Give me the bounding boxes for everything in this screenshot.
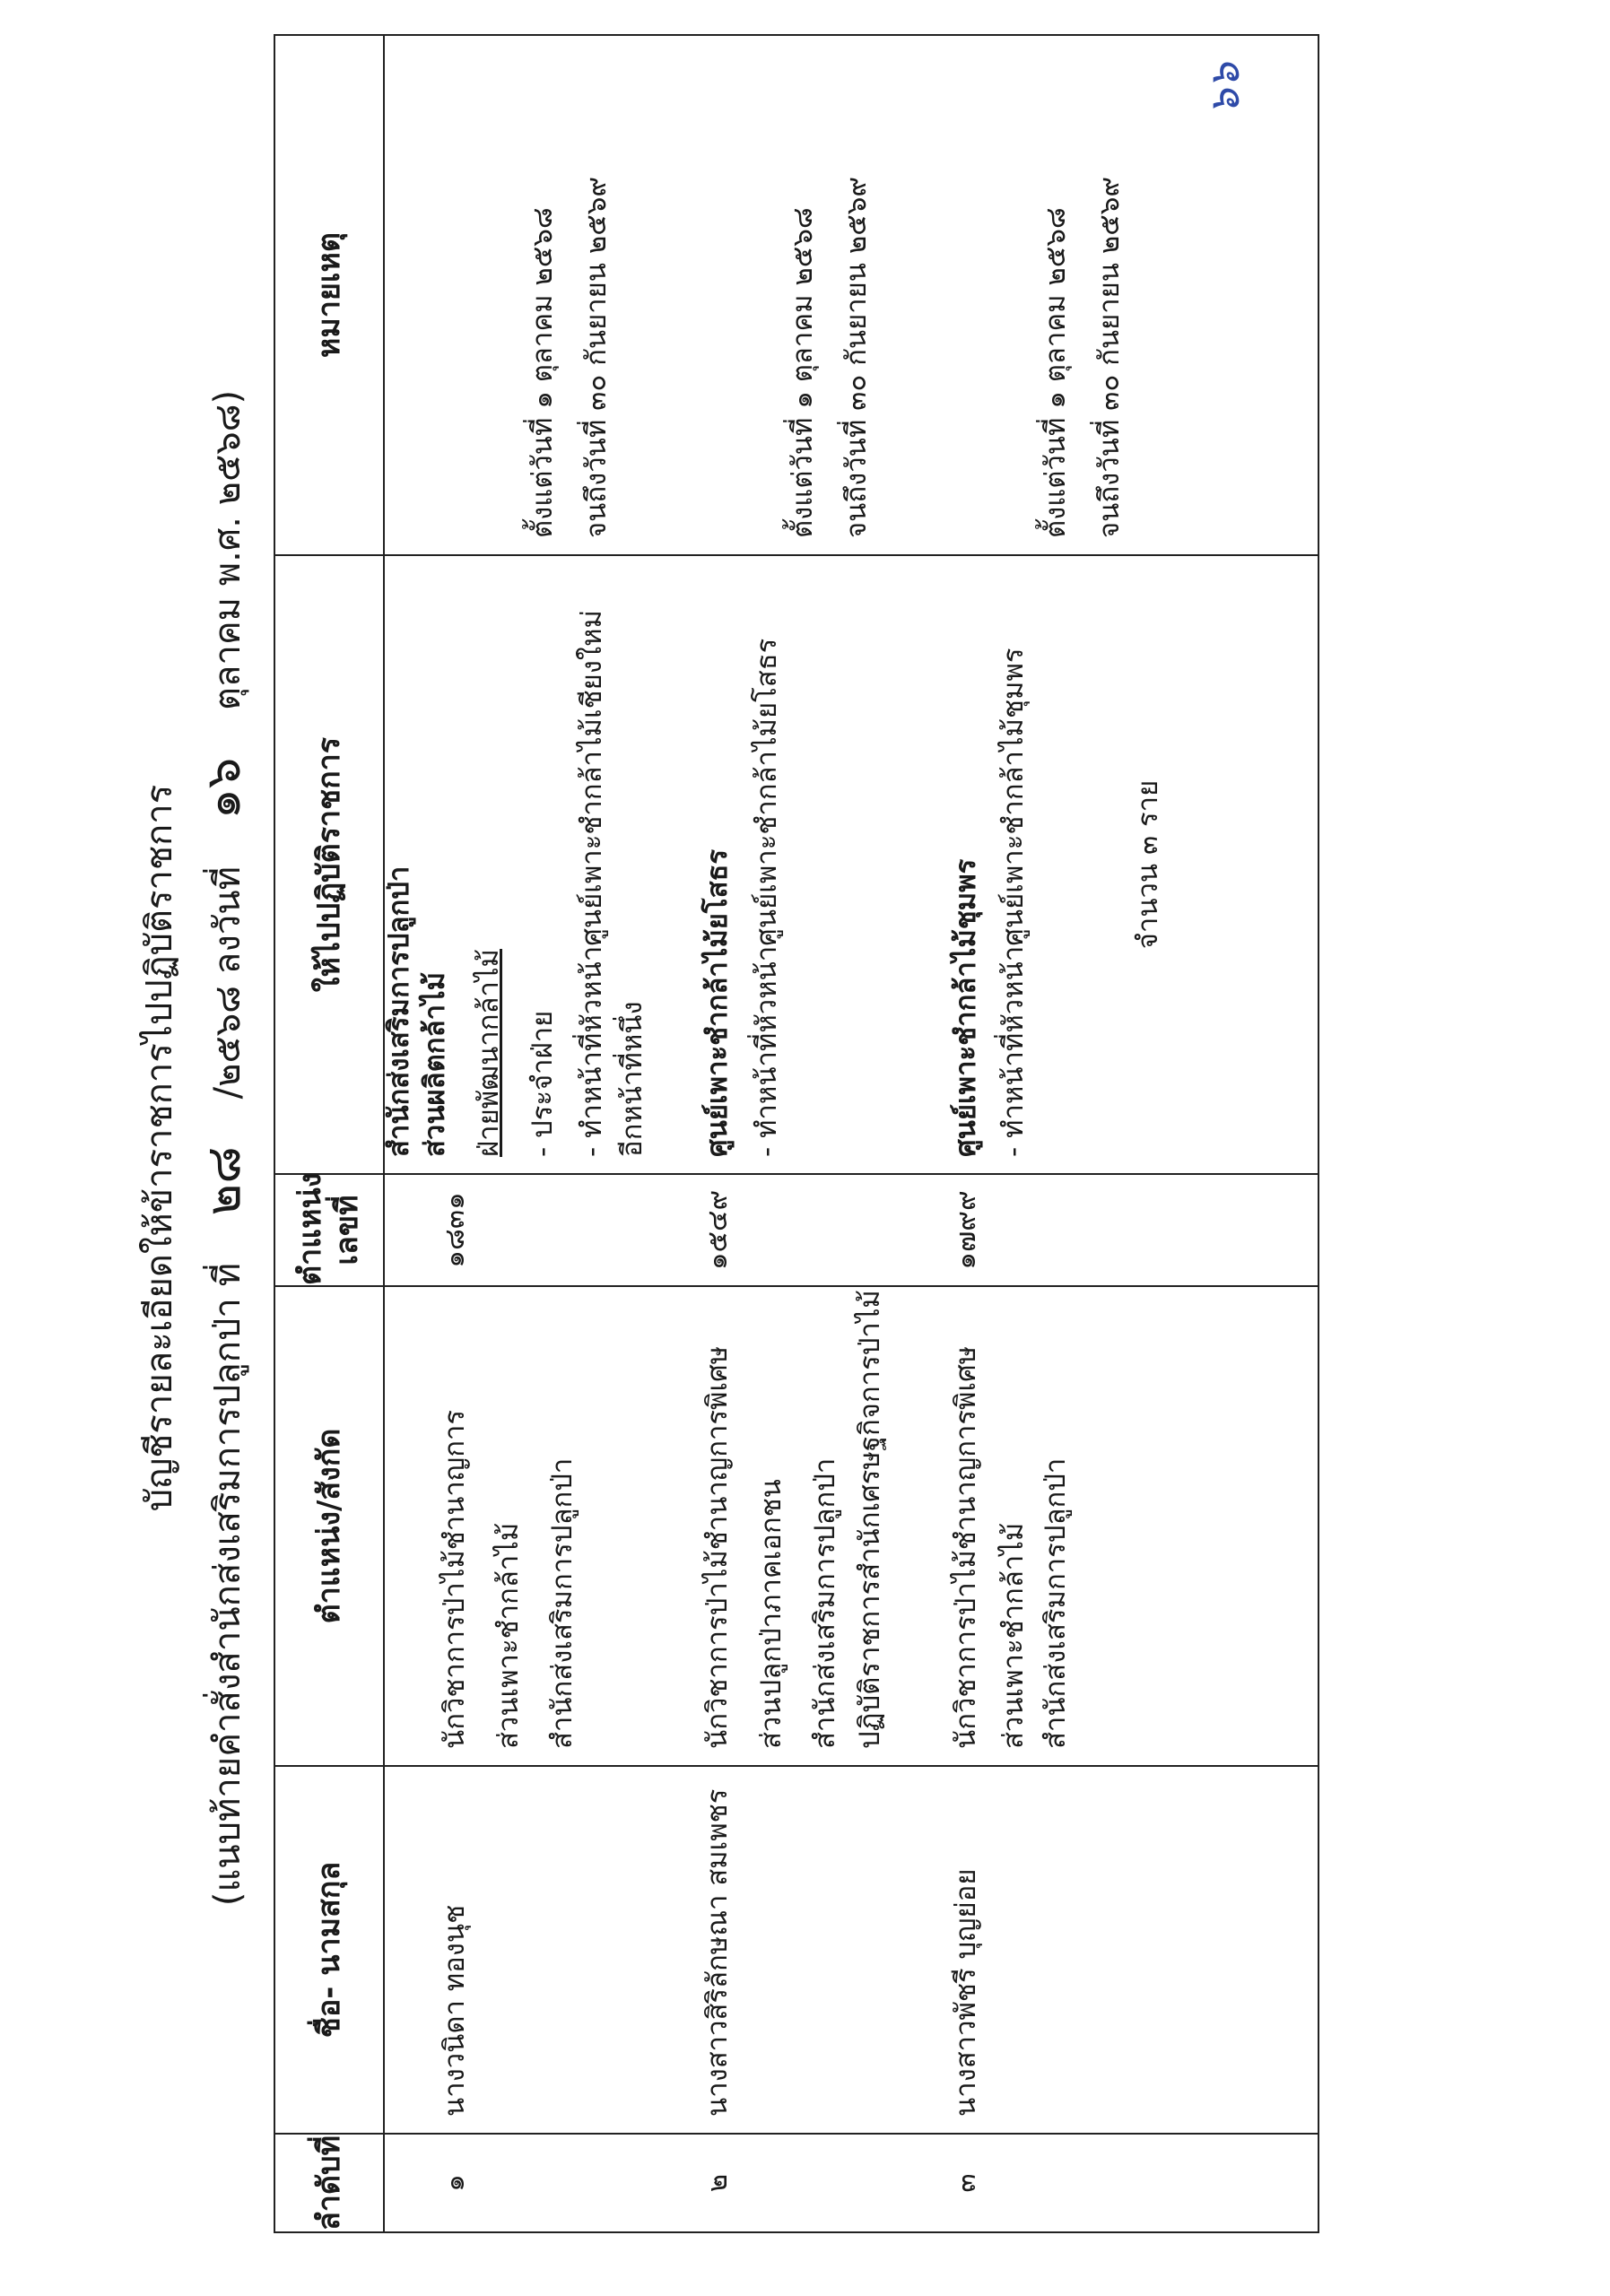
row3-no: ๓ [950,2173,982,2193]
row1-assign-heading2: ส่วนผลิตกล้าไม้ [419,971,451,1157]
order-year: /๒๕๖๘ ลงวันที่ [207,866,248,1100]
row1-assign-item2-cont: อีกหน้าที่หนึ่ง [616,1001,648,1157]
document-subtitle [184,0,261,2296]
col-name [384,1766,1318,2134]
row2-position-no: ๑๕๔๙ [701,1189,734,1271]
row3-position-no: ๑๗๙๙ [950,1190,982,1270]
header-no: ลำดับที่ [274,2134,384,2232]
row3-remark-line2: จนถึงวันที่ ๓๐ กันยายน ๒๕๖๙ [1093,176,1126,538]
row2-position-line2: ส่วนปลูกป่าภาคเอกชน [755,1479,788,1749]
col-position-no [384,1174,1318,1286]
col-position [384,1286,1318,1766]
row3-position-line2: ส่วนเพาะชำกล้าไม้ [997,1522,1030,1749]
row1-position-no: ๑๘๓๑ [439,1192,471,1268]
row1-name: นางวนิดา ทองนุช [439,1904,471,2117]
document-title: บัญชีรายละเอียดให้ข้าราชการไปปฏิบัติราชการ [139,784,180,1512]
order-number: ๒๘ [195,1146,251,1216]
row1-no: ๑ [439,2174,471,2192]
order-month-year: ตุลาคม พ.ศ. ๒๕๖๘) [207,389,248,711]
row1-assign-item1: - ประจำฝ่าย [527,1010,559,1157]
row2-name: นางสาวสิริลักษณา สมเพชร [701,1788,734,2117]
row1-position-line1: นักวิชาการป่าไม้ชำนาญการ [439,1409,471,1749]
assignment-table [274,34,1319,2233]
header-assignment: ให้ไปปฏิบัติราชการ [274,555,384,1174]
col-remark [384,35,1318,555]
total-count: จำนวน ๓ ราย [1132,779,1164,950]
header-position-no-line1: ตำแหน่ง [292,1172,329,1285]
row1-assign-item2: - ทำหน้าที่หัวหน้าศูนย์เพาะชำกล้าไม้เชียงใหม่ [576,610,608,1157]
row3-assign-heading1: ศูนย์เพาะชำกล้าไม้ชุมพร [950,858,982,1157]
row1-assign-heading1: สำนักส่งเสริมการปลูกป่า [383,865,415,1157]
col-no [384,2134,1318,2232]
col-assignment [384,555,1318,1174]
row3-remark-line1: ตั้งแต่วันที่ ๑ ตุลาคม ๒๕๖๘ [1040,207,1072,538]
row2-remark-line1: ตั้งแต่วันที่ ๑ ตุลาคม ๒๕๖๘ [787,207,819,538]
row2-no: ๒ [701,2173,734,2193]
order-day: ๑๖ [195,757,251,820]
row2-position-line3: สำนักส่งเสริมการปลูกป่า [809,1457,841,1749]
row2-position-line1: นักวิชาการป่าไม้ชำนาญการพิเศษ [701,1345,734,1749]
subtitle-prefix: (แนบท้ายคำสั่งสำนักส่งเสริมการปลูกป่า ที่ [207,1263,248,1907]
handwritten-page-number: ๖๖ [1200,63,1249,116]
table-body [384,35,1318,2232]
header-name: ชื่อ- นามสกุล [274,1766,384,2134]
row2-assign-item1: - ทำหน้าที่หัวหน้าศูนย์เพาะชำกล้าไม้ยโสธร [751,638,783,1157]
row1-remark-line2: จนถึงวันที่ ๓๐ กันยายน ๒๕๖๙ [580,176,613,538]
row2-remark-line2: จนถึงวันที่ ๓๐ กันยายน ๒๕๖๙ [840,176,873,538]
table-header-row [274,35,384,2232]
row1-position-line3: สำนักส่งเสริมการปลูกป่า [546,1457,579,1749]
row2-position-line4: ปฏิบัติราชการสำนักเศรษฐกิจการป่าไม้ [854,1290,886,1749]
row3-position-line1: นักวิชาการป่าไม้ชำนาญการพิเศษ [950,1345,982,1749]
row3-name: นางสาวพัชรี บุญย่อย [950,1868,982,2117]
row1-remark-line1: ตั้งแต่วันที่ ๑ ตุลาคม ๒๕๖๘ [527,207,559,538]
header-remark: หมายเหตุ [274,35,384,555]
header-position-no-line2: เลขที่ [329,1195,365,1265]
header-position: ตำแหน่ง/สังกัด [274,1286,384,1766]
row3-position-line3: สำนักส่งเสริมการปลูกป่า [1040,1457,1072,1749]
row3-assign-item1: - ทำหน้าที่หัวหน้าศูนย์เพาะชำกล้าไม้ชุมพร [997,648,1030,1157]
row1-position-line2: ส่วนเพาะชำกล้าไม้ [492,1522,525,1749]
header-position-no [274,1174,384,1286]
row2-assign-heading1: ศูนย์เพาะชำกล้าไม้ยโสธร [701,848,734,1157]
row1-assign-heading3: ฝ่ายพัฒนากล้าไม้ [473,949,505,1157]
